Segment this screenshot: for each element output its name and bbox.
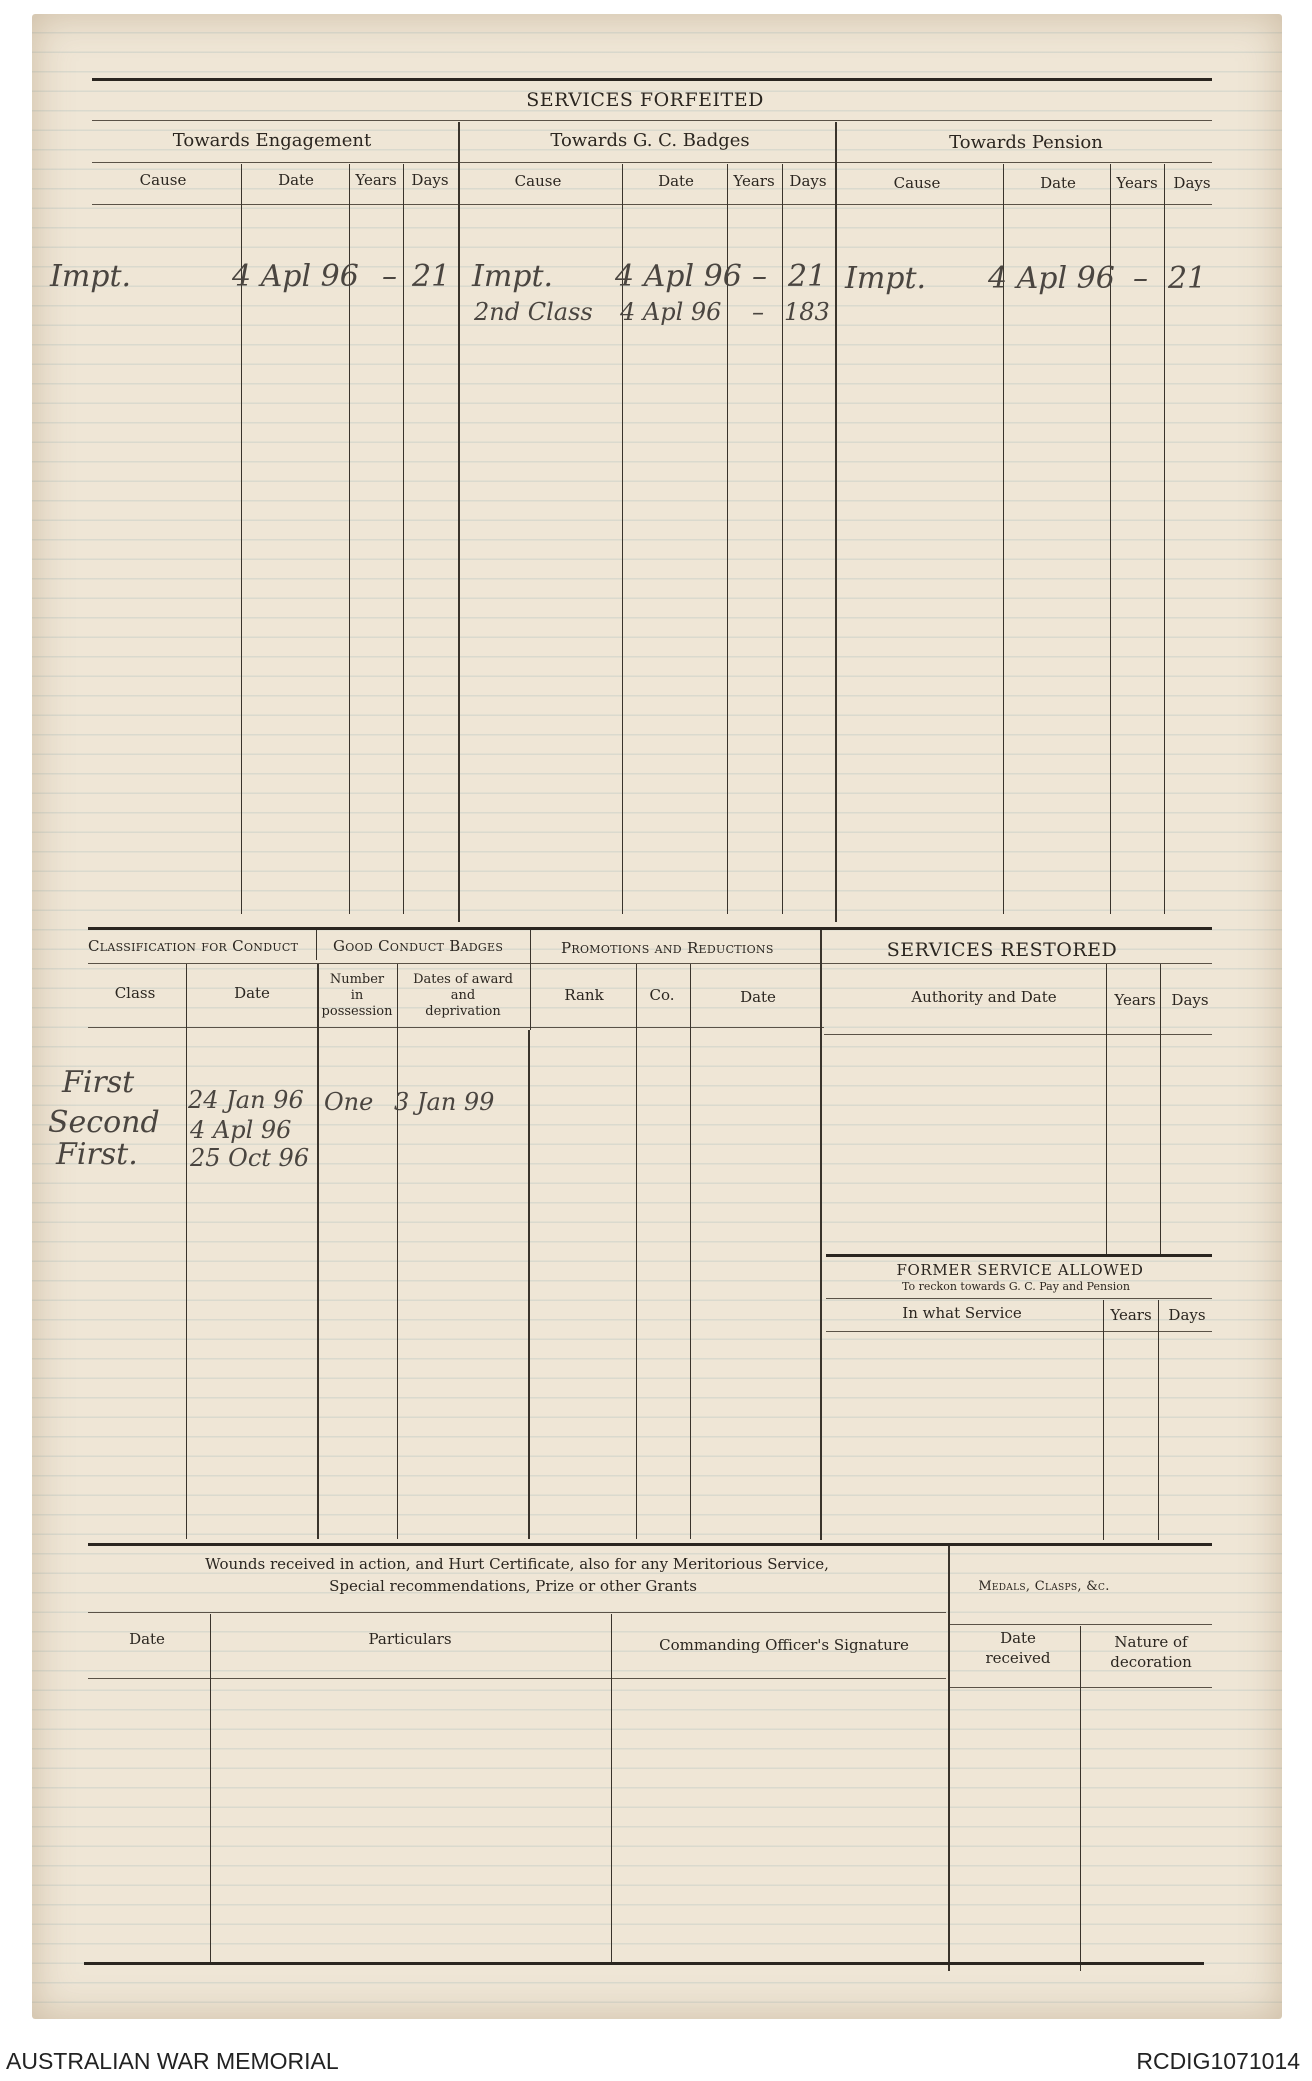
award-label-3: deprivation: [425, 1004, 501, 1019]
nature-label-2: decoration: [1110, 1653, 1192, 1671]
pension-date-entry: 4 Apl 96: [988, 261, 1115, 296]
bottom-rule: [84, 1962, 1204, 1965]
class-entry-2: Second: [48, 1105, 160, 1140]
divider-engagement-badges: [458, 122, 460, 922]
col-line: [1106, 964, 1107, 1254]
badges-years-label: Years: [733, 172, 775, 190]
restored-days-label: Days: [1171, 991, 1209, 1009]
col-line: [636, 964, 637, 1539]
badges-date-entry-2: 4 Apl 96: [620, 298, 722, 326]
badges-days-label: Days: [789, 172, 827, 190]
col-line: [1160, 964, 1161, 1254]
sub-header-rule: [92, 204, 1212, 205]
engagement-date-entry: 4 Apl 96: [232, 259, 359, 294]
class-entry-1: First: [62, 1065, 135, 1100]
promo-date-label: Date: [740, 988, 776, 1006]
wounds-title-rule: [88, 1612, 946, 1613]
badges-days-entry-2: 183: [784, 298, 830, 326]
forfeited-title-rule: [92, 120, 1212, 121]
restored-years-label: Years: [1114, 991, 1156, 1009]
conduct-title-rule: [88, 963, 1212, 964]
badges-cause-entry-2: 2nd Class: [474, 298, 593, 326]
class-label: Class: [114, 984, 156, 1002]
class-date-entry-1: 24 Jan 96: [188, 1086, 304, 1114]
badges-cause-label: Cause: [514, 172, 562, 190]
date-received-label-2: received: [985, 1649, 1051, 1667]
wounds-rule: [88, 1543, 1212, 1546]
wounds-date-label: Date: [129, 1630, 165, 1648]
in-what-service-label: In what Service: [902, 1304, 1022, 1322]
engagement-days-entry: 21: [412, 259, 451, 294]
col-line: [782, 164, 783, 914]
engagement-date-label: Date: [278, 171, 314, 189]
col-line: [528, 1030, 530, 1539]
badge-date-entry: 3 Jan 99: [394, 1088, 495, 1116]
former-service-subtitle: To reckon towards G. C. Pay and Pension: [902, 1280, 1130, 1293]
co-label: Co.: [649, 986, 675, 1004]
group-pension-header: Towards Pension: [949, 132, 1103, 153]
badge-number-entry: One: [324, 1088, 374, 1116]
pension-years-entry: –: [1133, 261, 1148, 296]
former-service-title: FORMER SERVICE ALLOWED: [896, 1261, 1144, 1279]
col-line: [316, 930, 317, 960]
divider-restored: [820, 930, 822, 1540]
col-line: [1164, 164, 1165, 914]
engagement-years-label: Years: [355, 171, 397, 189]
col-line: [1158, 1300, 1159, 1540]
medals-header-rule: [950, 1687, 1212, 1688]
engagement-years-entry: –: [382, 259, 397, 294]
number-label-1: Number: [329, 972, 385, 987]
col-line: [210, 1614, 211, 1964]
group-header-rule: [92, 162, 1212, 163]
group-engagement-header: Towards Engagement: [172, 130, 372, 151]
commanding-officer-signature-label: Commanding Officer's Signature: [659, 1636, 909, 1654]
date-received-label-1: Date: [1000, 1629, 1036, 1647]
pension-days-label: Days: [1173, 174, 1211, 192]
former-service-rule: [826, 1254, 1212, 1257]
engagement-cause-label: Cause: [139, 171, 187, 189]
footer-record-id: RCDIG1071014: [1136, 2048, 1300, 2074]
class-entry-3: First.: [56, 1137, 138, 1172]
wounds-header-rule: [88, 1678, 946, 1679]
col-line: [403, 164, 404, 914]
col-line: [690, 964, 691, 1539]
badges-cause-entry-1: Impt.: [472, 259, 554, 294]
engagement-cause-entry: Impt.: [50, 259, 132, 294]
class-date-entry-3: 25 Oct 96: [190, 1144, 310, 1172]
divider-medals: [948, 1546, 950, 1971]
col-line: [530, 930, 531, 1030]
pension-date-label: Date: [1040, 174, 1076, 192]
col-line: [317, 964, 319, 1539]
restored-header-rule: [824, 1034, 1212, 1035]
wounds-title-2: Special recommendations, Prize or other Grants: [329, 1577, 697, 1595]
authority-label: Authority and Date: [911, 988, 1057, 1006]
group-gc-badges-header: Towards G. C. Badges: [550, 130, 750, 151]
badges-date-label: Date: [658, 172, 694, 190]
footer-institution: AUSTRALIAN WAR MEMORIAL: [6, 2048, 339, 2074]
col-line: [1080, 1626, 1081, 1971]
number-label-3: possession: [321, 1004, 393, 1019]
number-label-2: in: [350, 988, 364, 1003]
pension-cause-entry: Impt.: [845, 261, 927, 296]
top-rule: [92, 78, 1212, 81]
former-days-label: Days: [1168, 1306, 1206, 1324]
promotions-title: Promotions and Reductions: [561, 939, 774, 957]
particulars-label: Particulars: [368, 1630, 452, 1648]
former-service-header-rule: [826, 1331, 1212, 1332]
medals-title: Medals, Clasps, &c.: [978, 1579, 1110, 1594]
conduct-header-rule: [88, 1027, 824, 1028]
former-years-label: Years: [1110, 1306, 1152, 1324]
pension-cause-label: Cause: [893, 174, 941, 192]
wounds-title-1: Wounds received in action, and Hurt Certificate, also for any Meritorious Service,: [205, 1555, 829, 1573]
badges-date-entry-1: 4 Apl 96: [615, 259, 742, 294]
former-service-subrule: [826, 1298, 1212, 1299]
col-line: [397, 964, 398, 1539]
class-date-entry-2: 4 Apl 96: [190, 1116, 292, 1144]
services-forfeited-title: SERVICES FORFEITED: [526, 89, 764, 111]
pension-years-label: Years: [1116, 174, 1158, 192]
class-date-label: Date: [234, 984, 270, 1002]
badges-years-entry-2: –: [752, 298, 764, 326]
award-label-1: Dates of award: [413, 972, 513, 987]
services-restored-title: SERVICES RESTORED: [886, 939, 1118, 961]
col-line: [611, 1614, 612, 1964]
divider-badges-pension: [835, 122, 837, 922]
middle-rule: [88, 927, 1212, 930]
medals-title-rule: [950, 1624, 1212, 1625]
col-line: [186, 964, 187, 1539]
col-line: [1103, 1300, 1104, 1540]
pension-days-entry: 21: [1168, 261, 1207, 296]
badges-days-entry-1: 21: [788, 259, 827, 294]
classification-title: Classification for Conduct: [88, 937, 299, 955]
engagement-days-label: Days: [411, 171, 449, 189]
badges-years-entry-1: –: [752, 259, 767, 294]
award-label-2: and: [450, 988, 476, 1003]
good-conduct-badges-title: Good Conduct Badges: [333, 937, 504, 955]
nature-label-1: Nature of: [1114, 1633, 1188, 1651]
rank-label: Rank: [564, 986, 604, 1004]
